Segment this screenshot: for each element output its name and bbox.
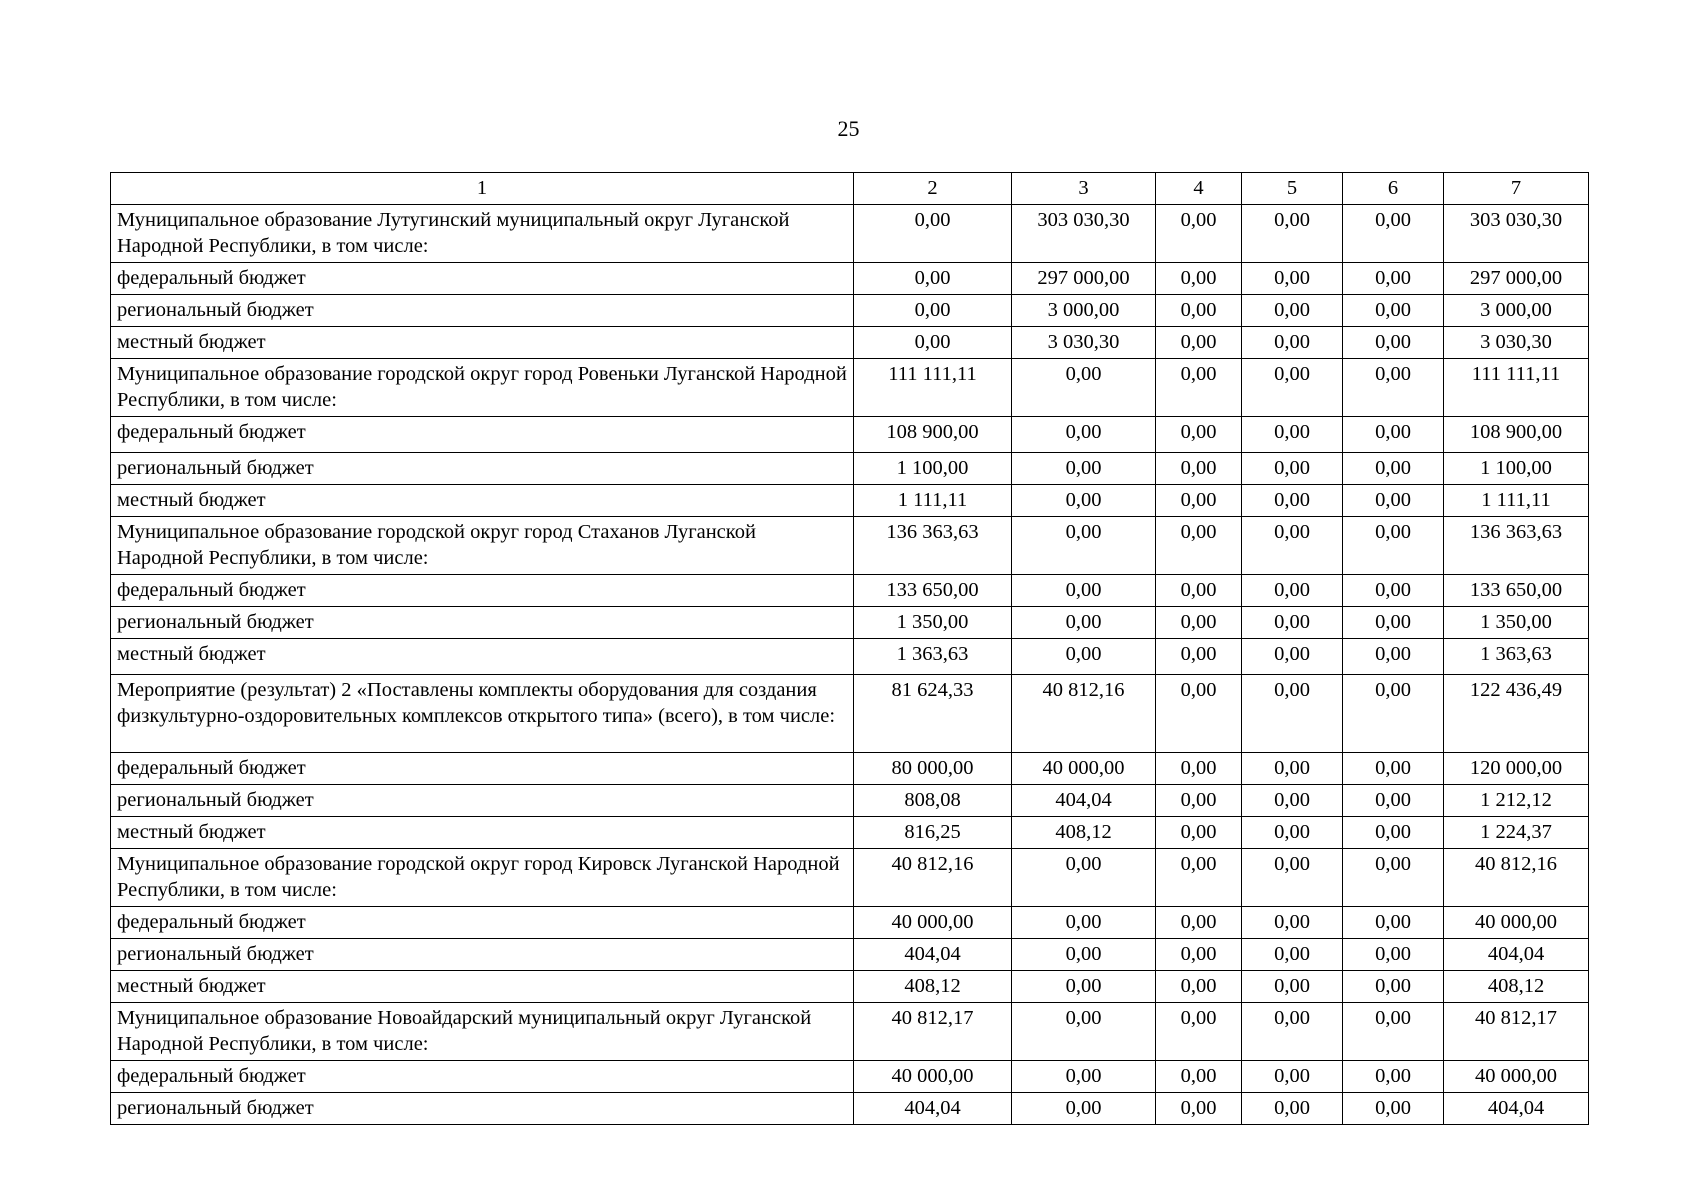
row-label: федеральный бюджет [111,907,854,939]
row-label: федеральный бюджет [111,1061,854,1093]
cell-col-4: 0,00 [1156,939,1242,971]
column-header-5: 5 [1242,173,1343,205]
cell-col-2: 133 650,00 [854,575,1012,607]
cell-col-4: 0,00 [1156,785,1242,817]
cell-col-5: 0,00 [1242,939,1343,971]
table-row [111,675,1589,753]
cell-col-3: 3 030,30 [1012,327,1156,359]
cell-col-5: 0,00 [1242,205,1343,263]
cell-col-7: 40 000,00 [1444,1061,1589,1093]
cell-col-3: 0,00 [1012,1061,1156,1093]
cell-col-6: 0,00 [1343,817,1444,849]
row-label: региональный бюджет [111,607,854,639]
cell-col-3: 0,00 [1012,907,1156,939]
cell-col-4: 0,00 [1156,753,1242,785]
cell-col-3: 0,00 [1012,849,1156,907]
cell-col-7: 1 212,12 [1444,785,1589,817]
cell-col-3: 0,00 [1012,607,1156,639]
cell-col-5: 0,00 [1242,575,1343,607]
cell-col-4: 0,00 [1156,639,1242,675]
table-row [111,485,1589,517]
cell-col-3: 0,00 [1012,517,1156,575]
cell-col-7: 3 030,30 [1444,327,1589,359]
cell-col-7: 1 363,63 [1444,639,1589,675]
cell-col-3: 40 812,16 [1012,675,1156,753]
table-row [111,417,1589,453]
cell-col-2: 136 363,63 [854,517,1012,575]
cell-col-2: 40 000,00 [854,907,1012,939]
cell-col-2: 40 812,16 [854,849,1012,907]
row-label: местный бюджет [111,971,854,1003]
cell-col-2: 1 363,63 [854,639,1012,675]
cell-col-6: 0,00 [1343,939,1444,971]
table-body [111,205,1589,1125]
cell-col-2: 1 111,11 [854,485,1012,517]
cell-col-2: 1 100,00 [854,453,1012,485]
cell-col-3: 40 000,00 [1012,753,1156,785]
cell-col-2: 111 111,11 [854,359,1012,417]
cell-col-7: 1 224,37 [1444,817,1589,849]
cell-col-3: 0,00 [1012,417,1156,453]
cell-col-5: 0,00 [1242,817,1343,849]
table-row [111,1061,1589,1093]
cell-col-4: 0,00 [1156,205,1242,263]
cell-col-5: 0,00 [1242,327,1343,359]
cell-col-5: 0,00 [1242,1061,1343,1093]
cell-col-5: 0,00 [1242,785,1343,817]
cell-col-5: 0,00 [1242,517,1343,575]
cell-col-3: 0,00 [1012,453,1156,485]
row-label: Муниципальное образование Новоайдарский муниципальный округ Луганской Народной Республики, в том числе: [111,1003,854,1061]
cell-col-6: 0,00 [1343,1061,1444,1093]
row-label: местный бюджет [111,817,854,849]
row-label: Муниципальное образование городской округ город Ровеньки Луганской Народной Республики, в том числе: [111,359,854,417]
cell-col-6: 0,00 [1343,263,1444,295]
cell-col-4: 0,00 [1156,453,1242,485]
cell-col-7: 1 350,00 [1444,607,1589,639]
cell-col-3: 0,00 [1012,1003,1156,1061]
cell-col-4: 0,00 [1156,1003,1242,1061]
table-row [111,453,1589,485]
column-header-4: 4 [1156,173,1242,205]
table-row [111,1003,1589,1061]
row-label: региональный бюджет [111,453,854,485]
cell-col-4: 0,00 [1156,971,1242,1003]
cell-col-5: 0,00 [1242,295,1343,327]
row-label: местный бюджет [111,485,854,517]
cell-col-2: 0,00 [854,263,1012,295]
cell-col-6: 0,00 [1343,575,1444,607]
column-header-2: 2 [854,173,1012,205]
cell-col-3: 0,00 [1012,971,1156,1003]
table-row [111,849,1589,907]
cell-col-5: 0,00 [1242,453,1343,485]
cell-col-5: 0,00 [1242,971,1343,1003]
table-row [111,1093,1589,1125]
row-label: федеральный бюджет [111,417,854,453]
cell-col-4: 0,00 [1156,817,1242,849]
cell-col-4: 0,00 [1156,675,1242,753]
cell-col-3: 3 000,00 [1012,295,1156,327]
table-row [111,517,1589,575]
cell-col-6: 0,00 [1343,639,1444,675]
cell-col-6: 0,00 [1343,453,1444,485]
cell-col-6: 0,00 [1343,485,1444,517]
cell-col-4: 0,00 [1156,263,1242,295]
table-row [111,639,1589,675]
table-row [111,575,1589,607]
cell-col-3: 0,00 [1012,939,1156,971]
table-row [111,939,1589,971]
cell-col-4: 0,00 [1156,485,1242,517]
cell-col-6: 0,00 [1343,417,1444,453]
cell-col-4: 0,00 [1156,607,1242,639]
column-header-7: 7 [1444,173,1589,205]
cell-col-7: 297 000,00 [1444,263,1589,295]
cell-col-7: 3 000,00 [1444,295,1589,327]
table-row [111,359,1589,417]
table-row [111,785,1589,817]
budget-table [110,172,1589,1125]
cell-col-6: 0,00 [1343,607,1444,639]
table-row [111,817,1589,849]
row-label: Муниципальное образование городской округ город Стаханов Луганской Народной Республики, в том числе: [111,517,854,575]
cell-col-7: 40 000,00 [1444,907,1589,939]
cell-col-6: 0,00 [1343,753,1444,785]
row-label: региональный бюджет [111,1093,854,1125]
table-row [111,263,1589,295]
cell-col-7: 303 030,30 [1444,205,1589,263]
cell-col-7: 111 111,11 [1444,359,1589,417]
table-row [111,205,1589,263]
cell-col-6: 0,00 [1343,849,1444,907]
row-label: Муниципальное образование Лутугинский муниципальный округ Луганской Народной Республики, в том числе: [111,205,854,263]
cell-col-6: 0,00 [1343,675,1444,753]
cell-col-2: 808,08 [854,785,1012,817]
cell-col-7: 1 100,00 [1444,453,1589,485]
cell-col-5: 0,00 [1242,675,1343,753]
cell-col-4: 0,00 [1156,907,1242,939]
row-label: Мероприятие (результат) 2 «Поставлены комплекты оборудования для создания физкультурно-оздоровительных комплексов открытого типа» (всего), в том числе: [111,675,854,753]
cell-col-4: 0,00 [1156,295,1242,327]
table-row [111,907,1589,939]
column-header-1: 1 [111,173,854,205]
cell-col-7: 404,04 [1444,939,1589,971]
row-label: региональный бюджет [111,939,854,971]
cell-col-4: 0,00 [1156,417,1242,453]
row-label: местный бюджет [111,327,854,359]
cell-col-3: 404,04 [1012,785,1156,817]
table-row [111,327,1589,359]
cell-col-6: 0,00 [1343,359,1444,417]
cell-col-3: 0,00 [1012,359,1156,417]
cell-col-5: 0,00 [1242,607,1343,639]
cell-col-7: 133 650,00 [1444,575,1589,607]
cell-col-3: 0,00 [1012,575,1156,607]
cell-col-6: 0,00 [1343,907,1444,939]
cell-col-2: 1 350,00 [854,607,1012,639]
table-row [111,607,1589,639]
cell-col-3: 0,00 [1012,639,1156,675]
cell-col-4: 0,00 [1156,575,1242,607]
cell-col-7: 408,12 [1444,971,1589,1003]
cell-col-5: 0,00 [1242,907,1343,939]
row-label: федеральный бюджет [111,753,854,785]
cell-col-4: 0,00 [1156,359,1242,417]
row-label: региональный бюджет [111,785,854,817]
cell-col-2: 80 000,00 [854,753,1012,785]
cell-col-3: 303 030,30 [1012,205,1156,263]
cell-col-2: 108 900,00 [854,417,1012,453]
cell-col-5: 0,00 [1242,263,1343,295]
cell-col-5: 0,00 [1242,485,1343,517]
cell-col-4: 0,00 [1156,517,1242,575]
row-label: Муниципальное образование городской округ город Кировск Луганской Народной Республики, в том числе: [111,849,854,907]
cell-col-5: 0,00 [1242,359,1343,417]
cell-col-2: 404,04 [854,1093,1012,1125]
cell-col-6: 0,00 [1343,971,1444,1003]
cell-col-4: 0,00 [1156,1061,1242,1093]
header-row [111,173,1589,205]
cell-col-6: 0,00 [1343,785,1444,817]
cell-col-7: 136 363,63 [1444,517,1589,575]
cell-col-5: 0,00 [1242,639,1343,675]
cell-col-7: 122 436,49 [1444,675,1589,753]
cell-col-6: 0,00 [1343,295,1444,327]
cell-col-7: 1 111,11 [1444,485,1589,517]
cell-col-7: 404,04 [1444,1093,1589,1125]
cell-col-5: 0,00 [1242,849,1343,907]
cell-col-2: 404,04 [854,939,1012,971]
cell-col-4: 0,00 [1156,1093,1242,1125]
row-label: региональный бюджет [111,295,854,327]
column-header-6: 6 [1343,173,1444,205]
row-label: федеральный бюджет [111,263,854,295]
row-label: местный бюджет [111,639,854,675]
cell-col-2: 0,00 [854,205,1012,263]
table-row [111,753,1589,785]
cell-col-2: 81 624,33 [854,675,1012,753]
cell-col-6: 0,00 [1343,327,1444,359]
cell-col-7: 40 812,16 [1444,849,1589,907]
cell-col-6: 0,00 [1343,1093,1444,1125]
cell-col-3: 297 000,00 [1012,263,1156,295]
cell-col-2: 40 000,00 [854,1061,1012,1093]
cell-col-7: 40 812,17 [1444,1003,1589,1061]
cell-col-2: 0,00 [854,327,1012,359]
cell-col-2: 0,00 [854,295,1012,327]
cell-col-7: 108 900,00 [1444,417,1589,453]
cell-col-5: 0,00 [1242,1093,1343,1125]
table-row [111,971,1589,1003]
cell-col-3: 0,00 [1012,485,1156,517]
column-header-3: 3 [1012,173,1156,205]
cell-col-4: 0,00 [1156,327,1242,359]
cell-col-3: 0,00 [1012,1093,1156,1125]
cell-col-6: 0,00 [1343,1003,1444,1061]
cell-col-7: 120 000,00 [1444,753,1589,785]
cell-col-5: 0,00 [1242,1003,1343,1061]
page-number: 25 [837,116,860,141]
cell-col-6: 0,00 [1343,205,1444,263]
cell-col-5: 0,00 [1242,753,1343,785]
cell-col-4: 0,00 [1156,849,1242,907]
cell-col-2: 408,12 [854,971,1012,1003]
cell-col-3: 408,12 [1012,817,1156,849]
cell-col-6: 0,00 [1343,517,1444,575]
row-label: федеральный бюджет [111,575,854,607]
table-row [111,295,1589,327]
cell-col-5: 0,00 [1242,417,1343,453]
cell-col-2: 40 812,17 [854,1003,1012,1061]
cell-col-2: 816,25 [854,817,1012,849]
